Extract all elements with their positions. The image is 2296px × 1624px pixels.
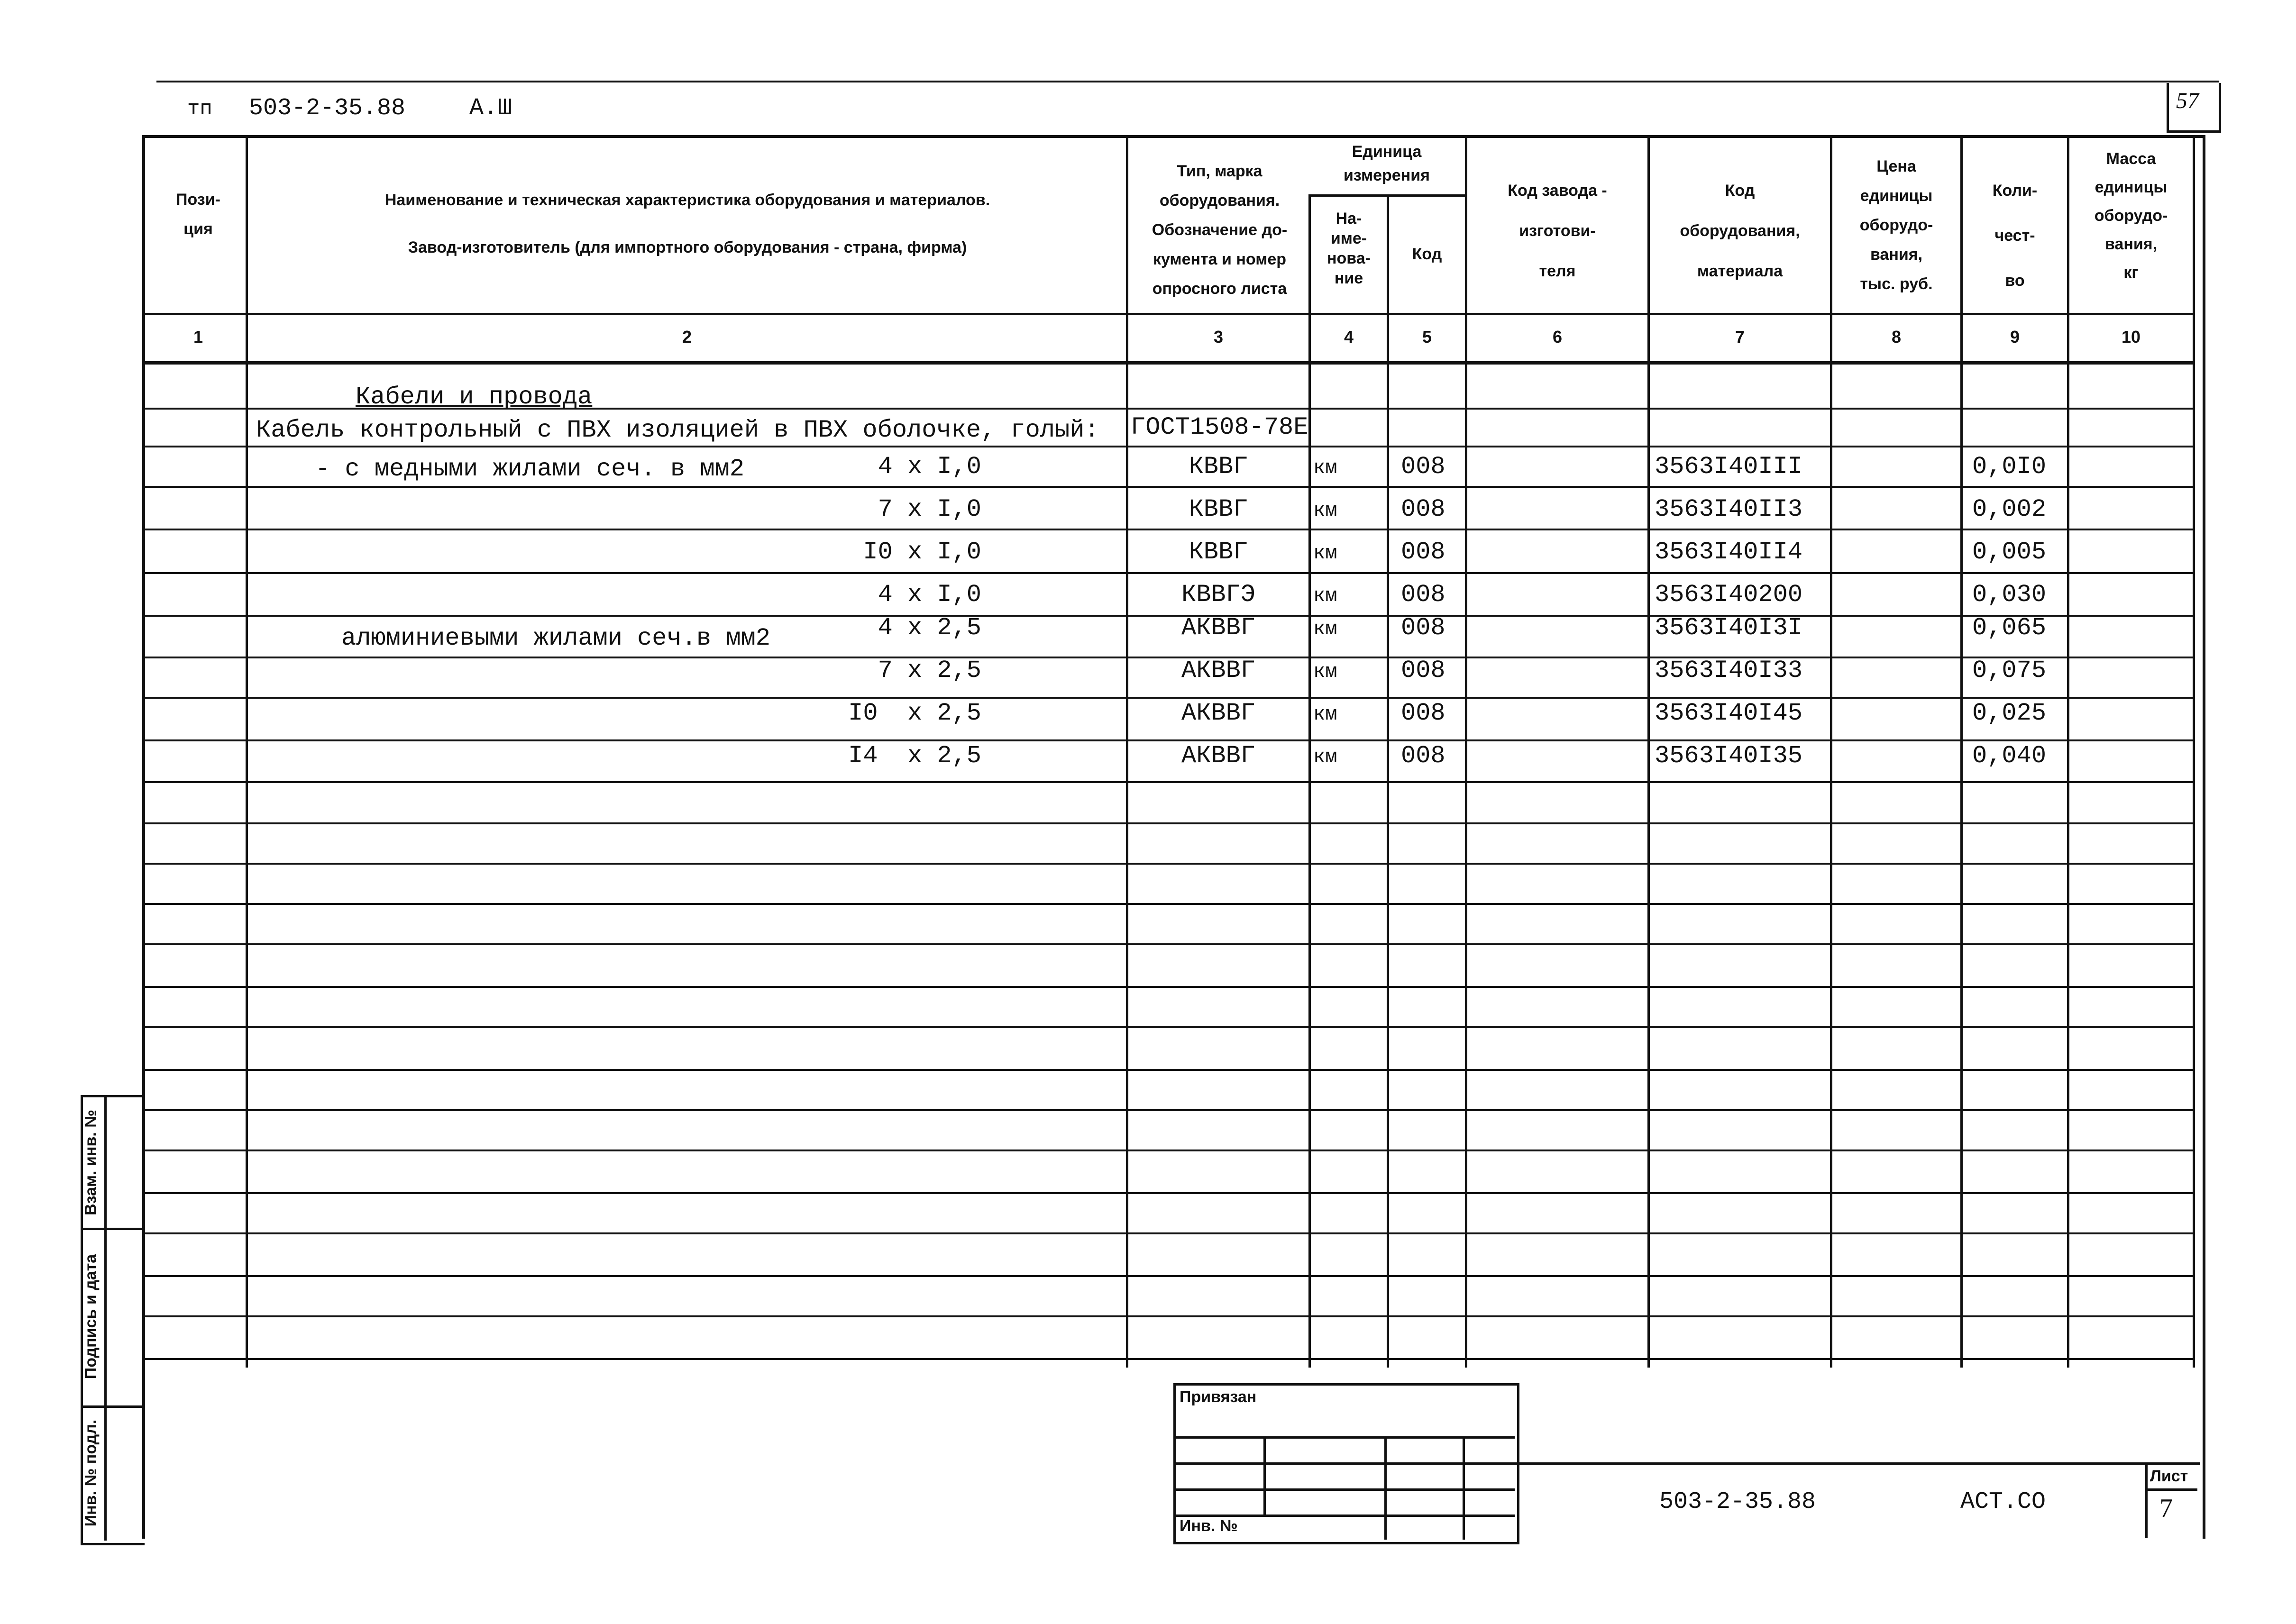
hdr-factory-code: Код завода - изготови- теля bbox=[1508, 182, 1607, 280]
privyazan-label: Привязан bbox=[1180, 1388, 1257, 1406]
row-type: КВВГ bbox=[1189, 495, 1248, 523]
row-section: I4 x 2,5 bbox=[848, 742, 981, 770]
row-line bbox=[142, 529, 2195, 530]
header-bottom-line bbox=[142, 313, 2195, 315]
col-num-10: 10 bbox=[2121, 327, 2141, 347]
row-line bbox=[142, 1069, 2195, 1071]
row-unit: км bbox=[1313, 746, 1337, 768]
row-section: 7 x 2,5 bbox=[878, 657, 981, 684]
row-line bbox=[142, 822, 2195, 824]
row-quantity: 0,025 bbox=[1972, 699, 2047, 727]
row-section: 7 x I,0 bbox=[878, 495, 981, 523]
row-unit: км bbox=[1313, 703, 1337, 726]
row-unit: км bbox=[1313, 499, 1337, 522]
col-line bbox=[1465, 135, 1467, 1368]
row-line bbox=[142, 1315, 2195, 1317]
row-unit-code: 008 bbox=[1401, 538, 1445, 566]
col-num-3: 3 bbox=[1213, 327, 1224, 347]
side-stamp-line bbox=[104, 1095, 107, 1541]
row-line bbox=[142, 739, 2195, 741]
sheet-number: 7 bbox=[2159, 1494, 2173, 1523]
col-num-8: 8 bbox=[1891, 327, 1902, 347]
row-line bbox=[142, 1275, 2195, 1277]
sheet-label: Лист bbox=[2150, 1467, 2188, 1485]
hdr-name: Наименование и техническая характеристика оборудования и материалов. Завод-изготовитель (для импортного оборудования - страна, фирма) bbox=[384, 191, 990, 256]
col-num-2: 2 bbox=[682, 327, 692, 347]
row-unit-code: 008 bbox=[1401, 742, 1445, 770]
col-line bbox=[2067, 135, 2069, 1368]
col-line bbox=[1960, 135, 1963, 1368]
row-line bbox=[142, 1109, 2195, 1111]
row-line bbox=[142, 943, 2195, 945]
row-section: I0 x I,0 bbox=[863, 538, 981, 566]
page-number: 57 bbox=[2176, 88, 2199, 113]
row-section: 4 x I,0 bbox=[878, 581, 981, 609]
section-title: Кабели и провода bbox=[356, 383, 593, 411]
row-line bbox=[142, 572, 2195, 574]
hdr-unit-name: На- име- нова- ние bbox=[1327, 210, 1371, 287]
row-material-code: 3563I40II3 bbox=[1655, 495, 1803, 523]
col-line bbox=[2193, 135, 2195, 1368]
row-quantity: 0,040 bbox=[1972, 742, 2047, 770]
row-material-code: 3563I40II4 bbox=[1655, 538, 1803, 566]
cable-title: Кабель контрольный с ПВХ изоляцией в ПВХ оболочке, голый: bbox=[256, 416, 1099, 444]
row-line bbox=[142, 863, 2195, 865]
top-prefix: тп bbox=[187, 97, 212, 121]
row-line bbox=[142, 1358, 2195, 1360]
row-type: АКВВГ bbox=[1181, 657, 1256, 684]
row-line bbox=[142, 486, 2195, 488]
col-line bbox=[246, 135, 248, 1368]
col-num-7: 7 bbox=[1735, 327, 1745, 347]
row-unit-code: 008 bbox=[1401, 495, 1445, 523]
row-line bbox=[142, 1026, 2195, 1028]
doc-code: 503-2-35.88 bbox=[1659, 1488, 1816, 1515]
hdr-unit-code: Код bbox=[1412, 245, 1442, 263]
row-type: АКВВГ bbox=[1181, 742, 1256, 770]
col-line bbox=[1126, 135, 1128, 1368]
row-section: I0 x 2,5 bbox=[848, 699, 981, 727]
side-label-podpis: Подпись и дата bbox=[82, 1254, 100, 1379]
row-unit: км bbox=[1313, 618, 1337, 640]
row-quantity: 0,0I0 bbox=[1972, 453, 2047, 481]
row-material-code: 3563I40I35 bbox=[1655, 742, 1803, 770]
row-material-code: 3563I40200 bbox=[1655, 581, 1803, 609]
top-suffix: А.Ш bbox=[469, 95, 512, 122]
top-code: 503-2-35.88 bbox=[249, 95, 406, 122]
row-material-code: 3563I40I33 bbox=[1655, 657, 1803, 684]
row-material-code: 3563I40I3I bbox=[1655, 614, 1803, 642]
row-unit: км bbox=[1313, 660, 1337, 683]
title-block-line bbox=[1515, 1462, 2200, 1465]
row-line bbox=[142, 1150, 2195, 1151]
stamp-vline bbox=[1463, 1436, 1465, 1540]
row-unit-code: 008 bbox=[1401, 614, 1445, 642]
row-quantity: 0,075 bbox=[1972, 657, 2047, 684]
row-quantity: 0,065 bbox=[1972, 614, 2047, 642]
group-copper: - с медными жилами сеч. в мм2 bbox=[315, 455, 744, 483]
col-num-5: 5 bbox=[1422, 327, 1432, 347]
row-unit: км bbox=[1313, 584, 1337, 607]
row-unit-code: 008 bbox=[1401, 453, 1445, 481]
col-num-1: 1 bbox=[193, 327, 203, 347]
row-unit-code: 008 bbox=[1401, 581, 1445, 609]
side-label-vzam: Взам. инв. № bbox=[82, 1109, 100, 1216]
hdr-type: Тип, марка оборудования. Обозначение до- кумента и номер опросного листа bbox=[1152, 162, 1288, 298]
row-section: 4 x I,0 bbox=[878, 453, 981, 481]
row-line bbox=[142, 903, 2195, 905]
col-num-6: 6 bbox=[1552, 327, 1563, 347]
col-line bbox=[1830, 135, 1832, 1368]
inv-no-label: Инв. № bbox=[1180, 1517, 1238, 1535]
row-unit-code: 008 bbox=[1401, 657, 1445, 684]
stamp-vline bbox=[1263, 1436, 1266, 1515]
side-label-inv: Инв. № подл. bbox=[82, 1419, 100, 1527]
sheet-box-line bbox=[2145, 1488, 2197, 1491]
hdr-position: Пози- ция bbox=[176, 191, 220, 238]
row-line bbox=[142, 1192, 2195, 1194]
unit-split-line bbox=[1308, 194, 1465, 197]
row-type: АКВВГ bbox=[1181, 699, 1256, 727]
doc-suffix: АСТ.СО bbox=[1960, 1488, 2046, 1515]
group-alu: алюминиевыми жилами сеч.в мм2 bbox=[341, 624, 770, 652]
col-num-9: 9 bbox=[2010, 327, 2020, 347]
row-type: КВВГЭ bbox=[1181, 581, 1256, 609]
hdr-price: Цена единицы оборудо- вания, тыс. руб. bbox=[1859, 157, 1933, 293]
row-quantity: 0,002 bbox=[1972, 495, 2047, 523]
row-line bbox=[142, 1232, 2195, 1234]
hdr-unit: Единица измерения bbox=[1344, 143, 1430, 184]
row-line bbox=[142, 781, 2195, 783]
row-unit: км bbox=[1313, 456, 1337, 479]
row-type: АКВВГ bbox=[1181, 614, 1256, 642]
col-line bbox=[1647, 135, 1650, 1368]
hdr-quantity: Коли- чест- во bbox=[1992, 182, 2038, 290]
hdr-material-code: Код оборудования, материала bbox=[1680, 182, 1800, 280]
hdr-mass: Масса единицы оборудо- вания, кг bbox=[2094, 150, 2168, 282]
top-rule bbox=[156, 81, 2219, 82]
row-line bbox=[142, 986, 2195, 988]
row-quantity: 0,005 bbox=[1972, 538, 2047, 566]
row-quantity: 0,030 bbox=[1972, 581, 2047, 609]
row-line bbox=[142, 446, 2195, 447]
row-material-code: 3563I40III bbox=[1655, 453, 1803, 481]
row-section: 4 x 2,5 bbox=[878, 614, 981, 642]
row-line bbox=[142, 697, 2195, 699]
row-type: КВВГ bbox=[1189, 538, 1248, 566]
num-row-bottom-line bbox=[142, 361, 2195, 365]
row-type: КВВГ bbox=[1189, 453, 1248, 481]
row-unit: км bbox=[1313, 542, 1337, 565]
row-material-code: 3563I40I45 bbox=[1655, 699, 1803, 727]
col-num-4: 4 bbox=[1344, 327, 1354, 347]
gost-ref: ГОСТ1508-78Е bbox=[1131, 413, 1308, 441]
row-unit-code: 008 bbox=[1401, 699, 1445, 727]
stamp-vline bbox=[1384, 1436, 1387, 1540]
